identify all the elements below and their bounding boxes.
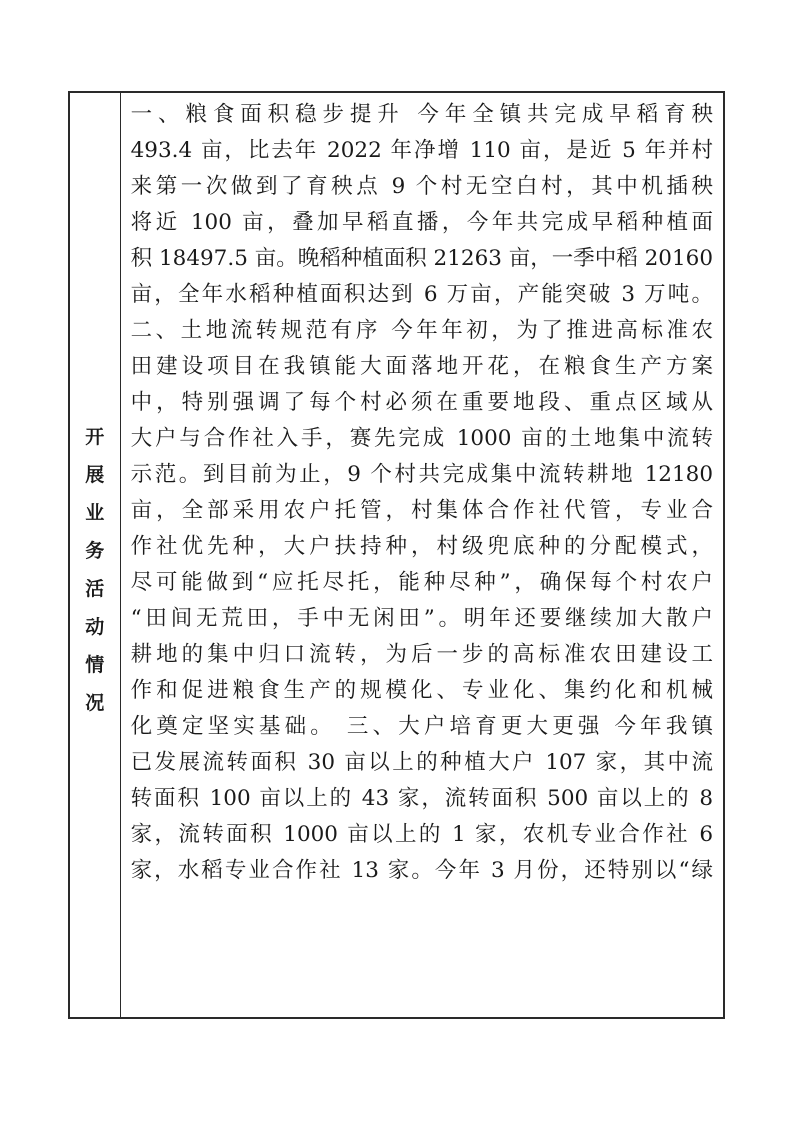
content-line: 耕地的集中归口流转，为后一步的高标准农田建设工 (130, 642, 713, 667)
content-line: 大户与合作社入手，赛先完成 1000 亩的土地集中流转 (130, 426, 713, 451)
content-line: 已发展流转面积 30 亩以上的种植大户 107 家，其中流 (130, 750, 713, 775)
content-line: 化奠定坚实基础。 三、大户培育更大更强 今年我镇 (130, 714, 713, 739)
content-line: 二、土地流转规范有序 今年年初，为了推进高标准农 (130, 318, 713, 343)
content-line: 作社优先种，大户扶持种，村级兜底种的分配模式， (130, 534, 713, 559)
section-label-char: 情 (85, 653, 105, 676)
content-line: 转面积 100 亩以上的 43 家，流转面积 500 亩以上的 8 (130, 786, 713, 811)
content-line: 积 18497.5 亩。晚稻种植面积 21263 亩，一季中稻 20160 (130, 246, 713, 271)
content-line: 将近 100 亩，叠加早稻直播，今年共完成早稻种植面 (130, 210, 713, 235)
section-label-char: 展 (85, 463, 105, 486)
activity-table (68, 91, 725, 1019)
content-line: 示范。到目前为止，9 个村共完成集中流转耕地 12180 (130, 462, 713, 487)
content-line: 来第一次做到了育秧点 9 个村无空白村，其中机插秧 (130, 174, 713, 199)
content-line: 中，特别强调了每个村必须在重要地段、重点区域从 (130, 390, 713, 415)
content-line: 田建设项目在我镇能大面落地开花，在粮食生产方案 (130, 354, 713, 379)
section-label-char: 活 (85, 577, 105, 600)
section-label-cell (70, 93, 121, 1017)
section-label-char: 业 (85, 501, 105, 524)
section-label-char: 况 (85, 691, 105, 714)
content-line: 一、粮食面积稳步提升 今年全镇共完成早稻育秧 (130, 102, 713, 127)
content-line: 尽可能做到“应托尽托，能种尽种”，确保每个村农户 (130, 570, 713, 595)
content-line: “田间无荒田，手中无闲田”。明年还要继续加大散户 (130, 606, 713, 631)
content-line: 家，流转面积 1000 亩以上的 1 家，农机专业合作社 6 (130, 822, 713, 847)
section-label-char: 开 (85, 425, 105, 448)
content-line: 493.4 亩，比去年 2022 年净增 110 亩，是近 5 年并村 (130, 138, 713, 163)
content-cell (121, 93, 723, 1017)
content-line: 亩，全年水稻种植面积达到 6 万亩，产能突破 3 万吨。 (130, 282, 713, 307)
section-label-char: 动 (85, 615, 105, 638)
content-line: 家，水稻专业合作社 13 家。今年 3 月份，还特别以“绿 (130, 858, 713, 883)
section-label-char: 务 (85, 539, 105, 562)
content-line: 作和促进粮食生产的规模化、专业化、集约化和机械 (130, 678, 713, 703)
content-line: 亩，全部采用农户托管，村集体合作社代管，专业合 (130, 498, 713, 523)
